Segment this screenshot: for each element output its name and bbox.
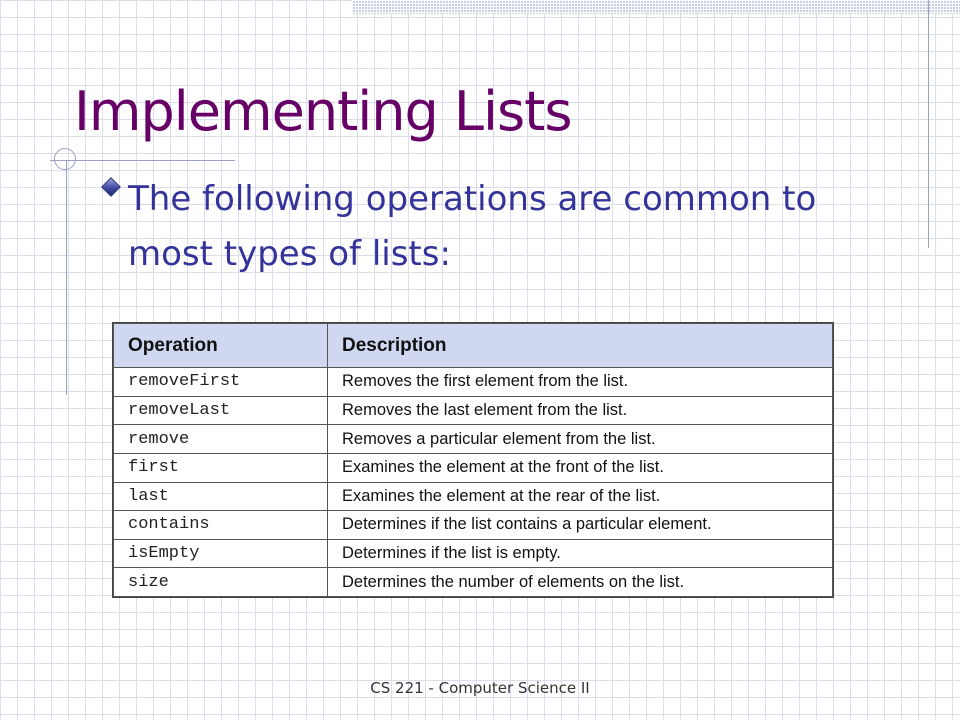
operation-cell: isEmpty [114, 539, 328, 568]
operations-table [112, 322, 834, 598]
top-decorative-band [352, 0, 960, 14]
description-cell: Removes a particular element from the list. [328, 425, 833, 454]
table-row [114, 453, 833, 482]
table-row [114, 568, 833, 597]
slide-footer: CS 221 - Computer Science II [370, 679, 590, 697]
header-operation: Operation [114, 324, 328, 368]
table-row [114, 539, 833, 568]
diamond-bullet-icon [101, 177, 121, 197]
operation-cell: removeLast [114, 396, 328, 425]
left-vertical-rule [66, 160, 67, 395]
operation-cell: size [114, 568, 328, 597]
operation-cell: contains [114, 511, 328, 540]
operation-cell: removeFirst [114, 368, 328, 397]
description-cell: Removes the first element from the list. [328, 368, 833, 397]
description-cell: Determines if the list contains a particular element. [328, 511, 833, 540]
operation-cell: first [114, 453, 328, 482]
description-cell: Examines the element at the rear of the list. [328, 482, 833, 511]
table-row [114, 482, 833, 511]
table-row [114, 511, 833, 540]
table-row [114, 425, 833, 454]
table-row [114, 396, 833, 425]
bullet-text: The following operations are common to most types of lists: [128, 179, 817, 274]
header-description: Description [328, 324, 833, 368]
operation-cell: last [114, 482, 328, 511]
table-row [114, 368, 833, 397]
description-cell: Determines if the list is empty. [328, 539, 833, 568]
table-header-row [114, 324, 833, 368]
description-cell: Removes the last element from the list. [328, 396, 833, 425]
title-underline-rule [50, 160, 235, 161]
operations-table-grid [113, 323, 833, 597]
right-vertical-rule [928, 0, 929, 248]
description-cell: Determines the number of elements on the list. [328, 568, 833, 597]
operation-cell: remove [114, 425, 328, 454]
description-cell: Examines the element at the front of the list. [328, 453, 833, 482]
corner-circle-ornament [54, 148, 76, 170]
slide-title: Implementing Lists [74, 80, 572, 143]
